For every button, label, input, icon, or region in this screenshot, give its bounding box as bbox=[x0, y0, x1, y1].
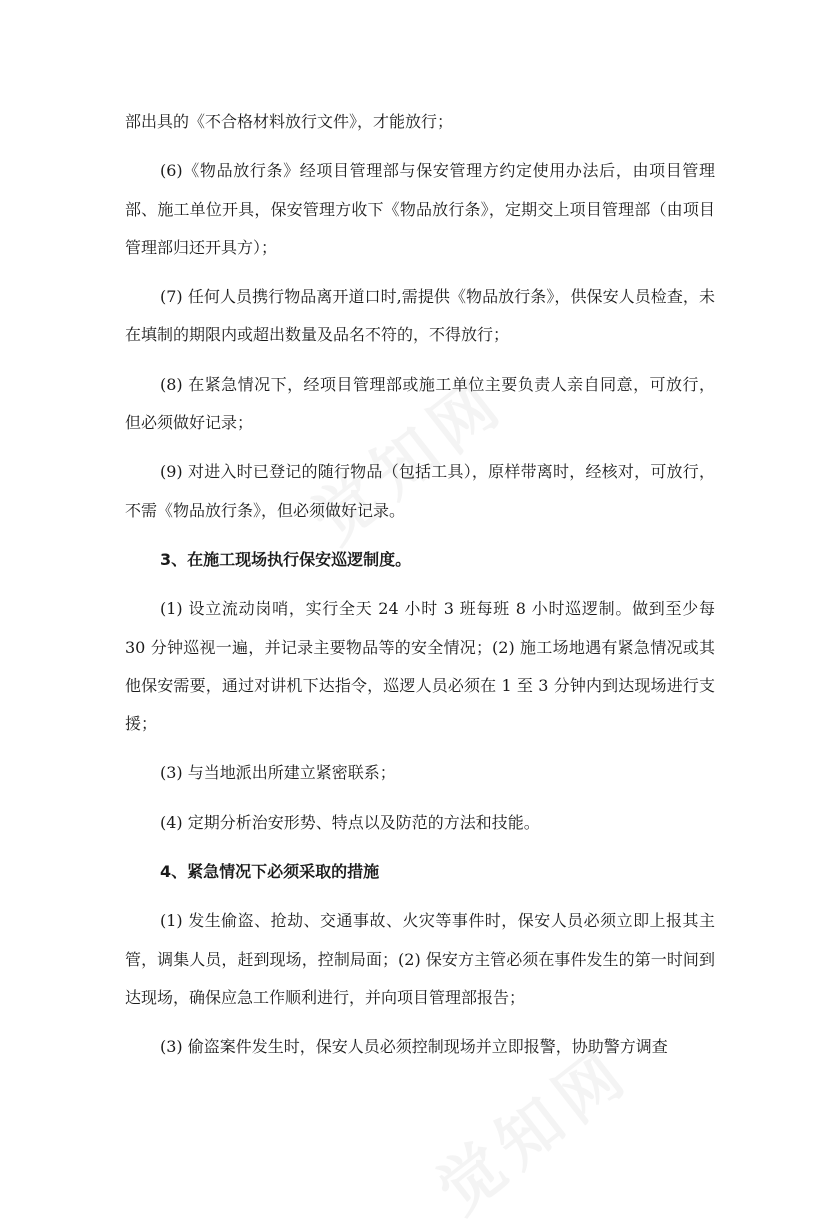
paragraph-section3-item-3: (3) 与当地派出所建立紧密联系； bbox=[160, 763, 396, 783]
document-body bbox=[125, 103, 715, 1067]
paragraph-item-8: (8) 在紧急情况下，经项目管理部或施工单位主要负责人亲自同意，可放行，但必须做好记录； bbox=[125, 374, 715, 433]
paragraph-section3-item-4: (4) 定期分析治安形势、特点以及防范的方法和技能。 bbox=[160, 812, 540, 832]
paragraph-section4-item-3: (3) 偷盗案件发生时，保安人员必须控制现场并立即报警，协助警方调查 bbox=[160, 1037, 668, 1057]
paragraph-item-9: (9) 对进入时已登记的随行物品（包括工具），原样带离时，经核对，可放行，不需《物品放行条》，但必须做好记录。 bbox=[125, 462, 715, 520]
paragraph-item-6: (6)《物品放行条》经项目管理部与保安管理方约定使用办法后，由项目管理部、施工单位开具，保安管理方收下《物品放行条》，定期交上项目管理部（由项目管理部归还开具方）； bbox=[125, 161, 715, 257]
paragraph-section4-items-1-2: (1) 发生偷盗、抢劫、交通事故、火灾等事件时，保安人员必须立即上报其主管，调集人员，赶到现场，控制局面；(2) 保安方主管必须在事件发生的第一时间到达现场，确保应急工作顺利进行，并向项目管理部报告； bbox=[125, 911, 715, 1007]
section-heading-3: 3、在施工现场执行保安巡逻制度。 bbox=[160, 549, 412, 569]
paragraph-section3-items-1-2: (1) 设立流动岗哨，实行全天 24 小时 3 班每班 8 小时巡逻制。做到至少每 30 分钟巡视一遍，并记录主要物品等的安全情况；(2) 施工场地遇有紧急情况或其他保安需要，通过对讲机下达指令，巡逻人员必须在 1 至 3 分钟内到达现场进行支援； bbox=[125, 599, 715, 734]
paragraph-continuation: 部出具的《不合格材料放行文件》，才能放行； bbox=[125, 112, 454, 131]
section-heading-4: 4、紧急情况下必须采取的措施 bbox=[160, 862, 380, 882]
paragraph-item-7: (7) 任何人员携行物品离开道口时,需提供《物品放行条》，供保安人员检查，未在填制的期限内或超出数量及品名不符的，不得放行； bbox=[125, 287, 715, 345]
